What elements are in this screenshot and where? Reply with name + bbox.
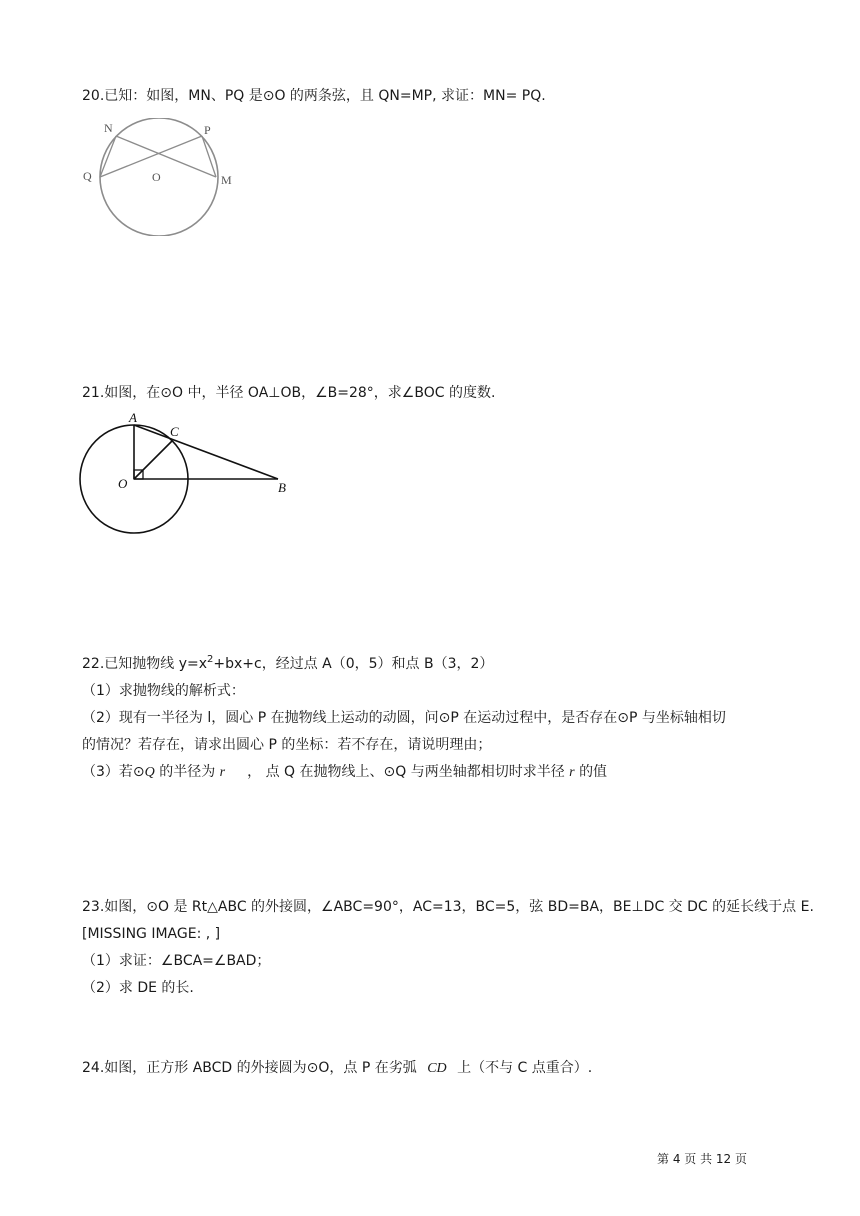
q22-part3-r2: r xyxy=(569,765,575,780)
q23-missing-image: [MISSING IMAGE: , ] xyxy=(82,926,221,942)
q23-part1: （1）求证：∠BCA=∠BAD； xyxy=(82,953,271,969)
q21-label-o: O xyxy=(118,476,128,491)
q22-part3-post: ， 点 Q 在抛物线上、⊙Q 与两坐轴都相切时求半径 xyxy=(247,764,565,780)
q21-label-c: C xyxy=(170,424,179,439)
q24-text xyxy=(82,1058,592,1079)
q22-part3-q: Q xyxy=(144,765,155,780)
q23-text: 23.如图，⊙O 是 Rt△ABC 的外接圆，∠ABC=90°，AC=13，BC=5，弦 BD=BA，BE⊥DC 交 DC 的延长线于点 E. xyxy=(82,899,814,915)
q21-label-a: A xyxy=(129,410,137,425)
q24-text-pre: 24.如图，正方形 ABCD 的外接圆为⊙O，点 P 在劣弧 xyxy=(82,1060,417,1076)
q24-arc-cd: CD xyxy=(427,1061,447,1076)
q24-text-post: 上（不与 C 点重合）. xyxy=(457,1060,593,1076)
q20-label-o: O xyxy=(152,170,161,184)
q22-part3-mid: 的半径为 xyxy=(159,764,216,780)
q20-label-n: N xyxy=(104,121,113,135)
q20-text: 20.已知：如图，MN、PQ 是⊙O 的两条弦，且 QN=MP, 求证：MN= PQ. xyxy=(82,88,546,104)
q21-circle-diagram xyxy=(78,408,293,538)
q20-circle-diagram xyxy=(80,118,250,236)
q22-part2-b: 的情况？若存在，请求出圆心 P 的坐标：若不存在，请说明理由； xyxy=(82,737,492,753)
q21-figure xyxy=(78,408,293,538)
q22-line1 xyxy=(82,654,493,676)
q22-exponent: 2 xyxy=(207,654,214,665)
q22-part1: （1）求抛物线的解析式： xyxy=(82,683,245,699)
q22-part3 xyxy=(82,762,607,783)
q21-label-b: B xyxy=(278,480,286,495)
q22-line1-pre: 22.已知抛物线 y=x xyxy=(82,656,208,672)
q22-part3-pre: （3）若⊙ xyxy=(82,764,145,780)
q20-label-p: P xyxy=(204,123,211,137)
q22-part2-a: （2）现有一半径为 l，圆心 P 在抛物线上运动的动圆，问⊙P 在运动过程中，是否存在⊙P 与坐标轴相切 xyxy=(82,710,726,726)
q23-part2: （2）求 DE 的长. xyxy=(82,980,194,996)
q22-line1-post: +bx+c，经过点 A（0，5）和点 B（3，2） xyxy=(213,656,494,672)
q21-text: 21.如图，在⊙O 中，半径 OA⊥OB，∠B=28°，求∠BOC 的度数. xyxy=(82,385,496,401)
q22-part3-r: r xyxy=(219,765,226,780)
q22-part3-end: 的值 xyxy=(579,764,608,780)
page-footer: 第 4 页 共 12 页 xyxy=(657,1152,747,1166)
q20-label-q: Q xyxy=(83,169,92,183)
q20-label-m: M xyxy=(221,173,232,187)
q20-figure xyxy=(80,118,250,236)
